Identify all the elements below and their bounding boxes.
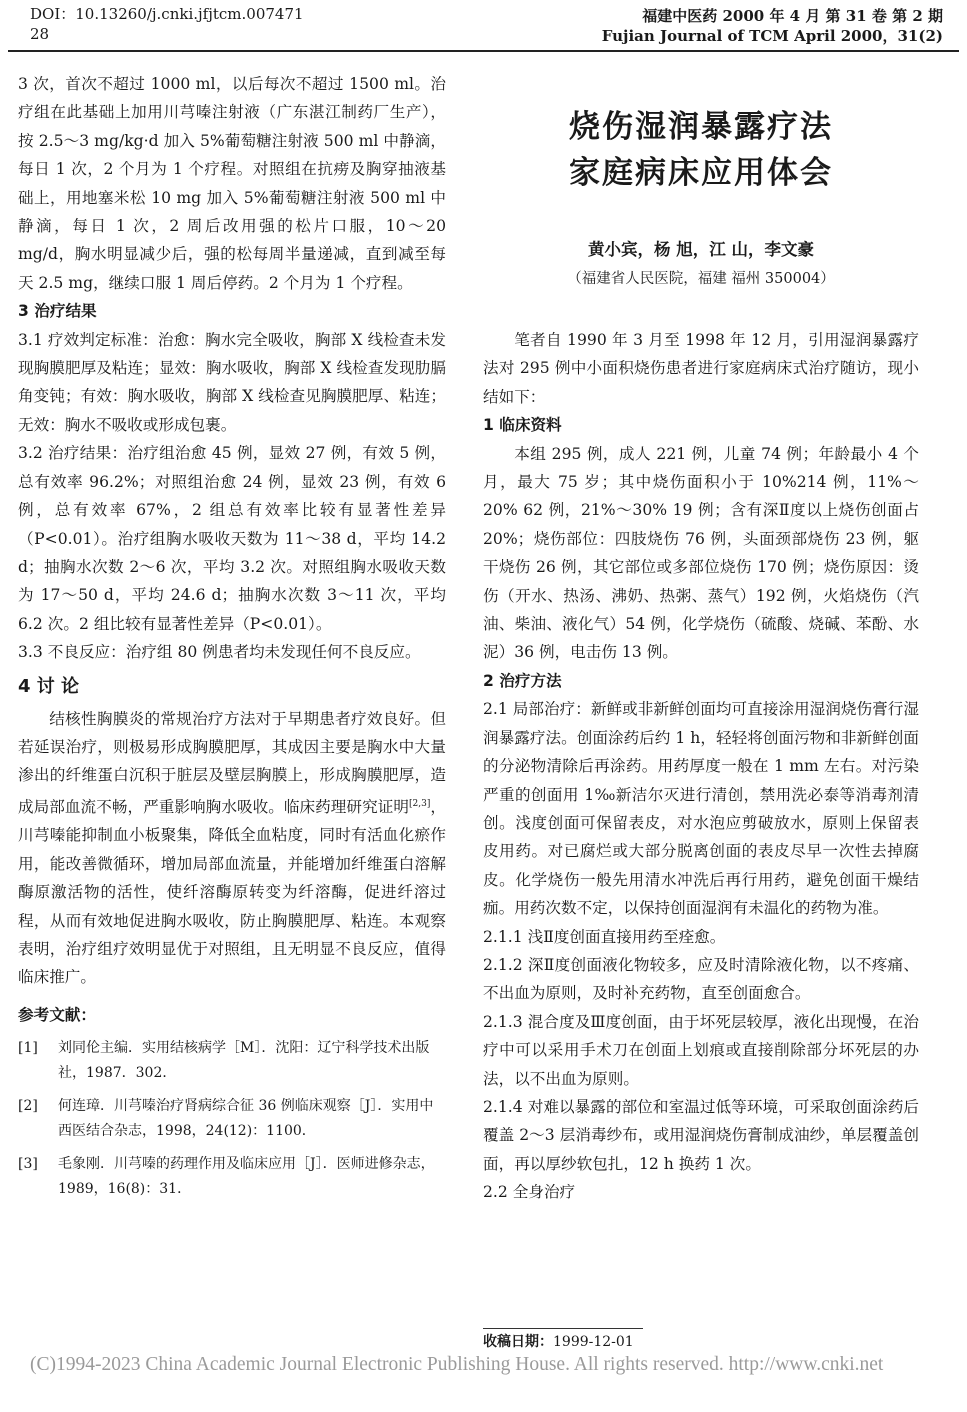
paragraph-2-1-4: 2.1.4 对难以暴露的部位和室温过低等环境，可采取创面涂药后覆盖 2～3 层消毒纱布，或用湿润烧伤膏制成油纱，单层覆盖创面，再以厚纱软包扎，12 h 换药 1 次。 (483, 1097, 919, 1173)
article-title (483, 104, 919, 196)
journal-title-cn: 福建中医药 2000 年 4 月 第 31 卷 第 2 期 (642, 7, 943, 25)
section-heading-methods: 2 治疗方法 (483, 671, 562, 690)
reference-number: [3] (18, 1155, 38, 1172)
discussion-text-b: ，川芎嗪能抑制血小板聚集，降低全血粘度，同时有活血化瘀作用，能改善微循环，增加局部血流量，并能增加纤维蛋白溶解酶原激活物的活性，使纤溶酶原转变为纤溶酶，促进纤溶过程，从而有效地促进胸水吸收，防止胸膜肥厚、粘连。本观察表明，治疗组疗效明显优于对照组，且无明显不良反应，值得临床推广。 (18, 797, 446, 987)
page-number: 28 (30, 25, 50, 43)
paragraph-2-1-2: 2.1.2 深Ⅱ度创面液化物较多，应及时清除液化物，以不疼痛、不出血为原则，及时补充药物，直至创面愈合。 (483, 955, 919, 1003)
left-column (18, 70, 446, 1210)
journal-title-en: Fujian Journal of TCM April 2000，31(2) (601, 27, 943, 45)
paragraph-3-3: 3.3 不良反应：治疗组 80 例患者均未发现任何不良反应。 (18, 643, 421, 662)
received-label: 收稿日期： (483, 1334, 553, 1350)
reference-item (18, 1152, 446, 1202)
right-column (483, 90, 919, 1207)
article-title-line-2: 家庭病床应用体会 (569, 155, 833, 191)
reference-text: 何连璋．川芎嗪治疗肾病综合征 36 例临床观察［J］．实用中西医结合杂志，1998，24(12)：1100． (58, 1097, 434, 1139)
reference-text: 刘同伦主编．实用结核病学［M］．沈阳：辽宁科学技术出版社，1987．302． (58, 1039, 430, 1081)
references-title: 参考文献： (18, 1005, 96, 1024)
article-title-line-1: 烧伤湿润暴露疗法 (569, 109, 833, 145)
clinical-data-paragraph: 本组 295 例，成人 221 例，儿童 74 例；年龄最小 4 个月，最大 75 岁；其中烧伤面积小于 10%214 例，11%～20% 62 例，21%～30% 19 例；含有深Ⅱ度以上烧伤创面占 20%；烧伤部位：四肢烧伤 76 例，头面颈部烧伤 23 例，躯干烧伤 26 例，其它部位或多部位烧伤 170 例；烧伤原因：烫伤（开水、热汤、沸奶、热粥、蒸气）192 例，火焰烧伤（汽油、柴油、液化气）54 例，化学烧伤（硫酸、烧碱、苯酚、水泥）36 例，电击伤 13 例。 (483, 444, 919, 662)
reference-number: [1] (18, 1039, 38, 1056)
intro-paragraph: 笔者自 1990 年 3 月至 1998 年 12 月，引用湿润暴露疗法对 295 例中小面积烧伤患者进行家庭病床式治疗随访，现小结如下： (483, 331, 919, 406)
paragraph-2-2-heading: 2.2 全身治疗 (483, 1183, 576, 1202)
received-date (483, 1330, 919, 1354)
reference-number: [2] (18, 1097, 38, 1114)
article-affiliation: （福建省人民医院，福建 福州 350004） (567, 271, 835, 287)
section-heading-results: 3 治疗结果 (18, 302, 97, 321)
section-heading-discussion: 4 讨 论 (18, 675, 80, 697)
header-rule (8, 50, 959, 52)
paragraph-3-2: 3.2 治疗结果：治疗组治愈 45 例，显效 27 例，有效 5 例，总有效率 96.2%；对照组治愈 24 例，显效 23 例，有效 6 例，总有效率 67%，2 组总有效率比较有显著性差异（P<0.01）。治疗组胸水吸收天数为 11～38 d，平均 14.2 d；抽胸水次数 2～6 次，平均 3.2 次。对照组胸水吸收天数为 17～50 d，平均 24.6 d；抽胸水次数 3～11 次，平均 6.2 次。2 组比较有显著性差异（P<0.01）。 (18, 444, 446, 633)
paragraph-2-1-1: 2.1.1 浅Ⅱ度创面直接用药至痊愈。 (483, 927, 726, 946)
reference-text: 毛象刚．川芎嗪的药理作用及临床应用［J］．医师进修杂志，1989，16(8)：31． (58, 1155, 435, 1197)
treatment-method-paragraph: 3 次，首次不超过 1000 ml，以后每次不超过 1500 ml。治疗组在此基础上加用川芎嗪注射液（广东湛江制药厂生产），按 2.5～3 mg/kg·d 加入 5%葡萄糖注射液 500 ml 中静滴，每日 1 次，2 个月为 1 个疗程。对照组在抗痨及胸穿抽液基础上，用地塞米松 10 mg 加入 5%葡萄糖注射液 500 ml 中静滴，每日 1 次，2 周后改用强的松片口服，10～20 mg/d，胸水明显减少后，强的松每周半量递减，直到减至每天 2.5 mg，继续口服 1 周后停药。2 个月为 1 个疗程。 (18, 75, 446, 292)
doi: DOI：10.13260/j.cnki.jfjtcm.007471 (30, 5, 304, 23)
discussion-text-a: 结核性胸膜炎的常规治疗方法对于早期患者疗效良好。但若延误治疗，则极易形成胸膜肥厚，其成因主要是胸水中大量渗出的纤维蛋白沉积于脏层及壁层胸膜上，形成胸膜肥厚，造成局部血流不畅，严重影响胸水吸收。临床药理研究证明 (18, 709, 446, 816)
discussion-paragraph (18, 705, 446, 992)
section-heading-clinical-data: 1 临床资料 (483, 416, 562, 435)
paragraph-3-1: 3.1 疗效判定标准：治愈：胸水完全吸收，胸部 X 线检查未发现胸膜肥厚及粘连；显效：胸水吸收，胸部 X 线检查发现肋膈角变钝；有效：胸水吸收，胸部 X 线检查见胸膜肥厚、粘连；无效：胸水不吸收或形成包裹。 (18, 330, 446, 434)
copyright-watermark: (C)1994-2023 China Academic Journal Electronic Publishing House. All rights reserved. http://www.cnki.net (30, 1354, 884, 1375)
paragraph-2-1-3: 2.1.3 混合度及Ⅲ度创面，由于坏死层较厚，液化出现慢，在治疗中可以采用手术刀在创面上划痕或直接削除部分坏死层的办法，以不出血为原则。 (483, 1012, 919, 1088)
received-value: 1999-12-01 (553, 1334, 634, 1350)
citation-superscript: [2,3] (409, 798, 431, 809)
reference-item (18, 1036, 446, 1086)
page-header-left (30, 4, 304, 44)
article-authors: 黄小宾，杨 旭，江 山，李文豪 (588, 240, 814, 259)
paragraph-2-1: 2.1 局部治疗：新鲜或非新鲜创面均可直接涂用湿润烧伤膏行湿润暴露疗法。创面涂药后约 1 h，轻轻将创面污物和非新鲜创面的分泌物清除后再涂药。用药厚度一般在 1 mm 左右。对污染严重的创面用 1‰新洁尔灭进行清创，禁用洗必泰等消毒剂清创。浅度创面可保留表皮，对水泡应剪破放水，原则上保留表皮用药。对已腐烂或大部分脱离创面的表皮尽早一次性去掉腐皮。化学烧伤一般先用清水冲洗后再行用药，避免创面干燥结痂。用药次数不定，以保持创面湿润有未温化的药物为准。 (483, 700, 919, 918)
page-header-right (602, 6, 943, 46)
reference-item (18, 1094, 446, 1144)
